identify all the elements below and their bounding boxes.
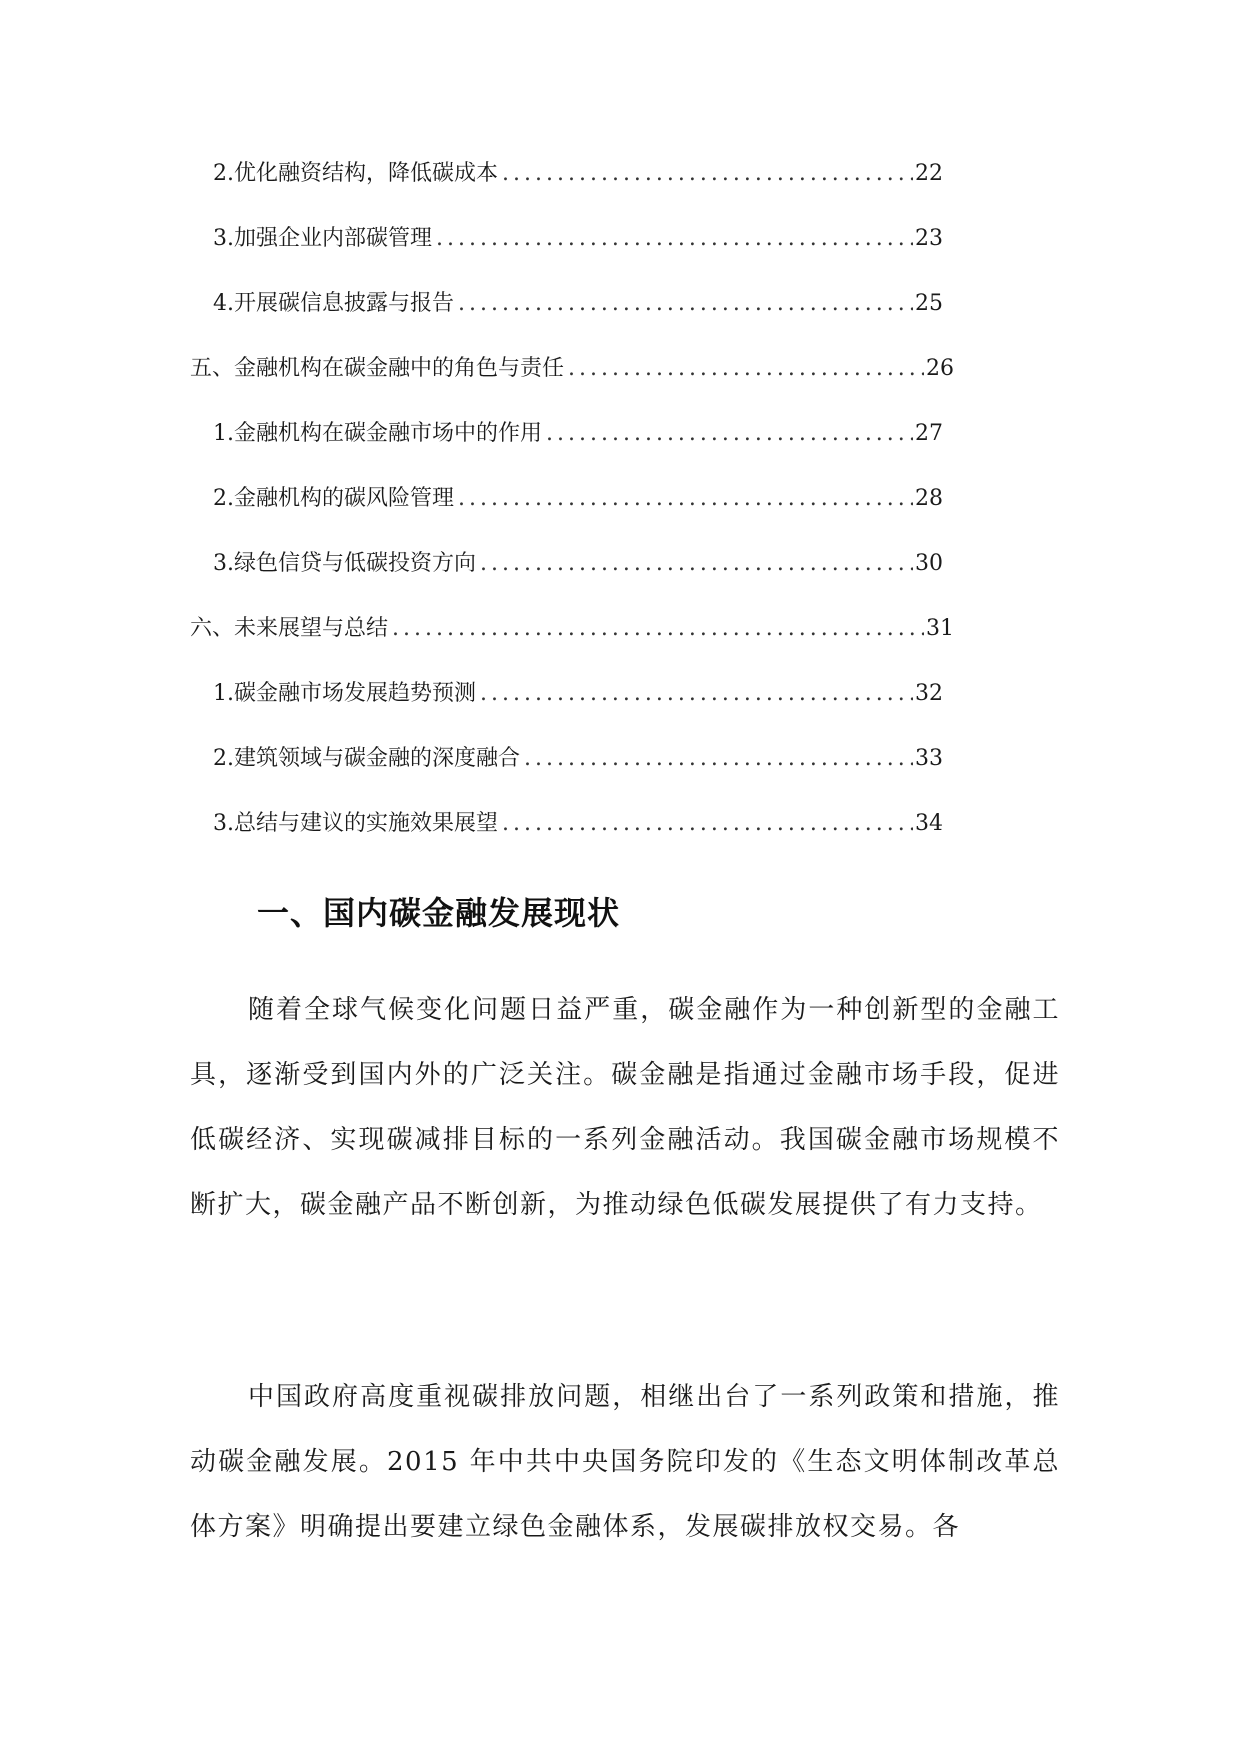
toc-entry[interactable] xyxy=(213,149,943,189)
toc-dot-leader xyxy=(480,679,913,709)
toc-entry-page: 34 xyxy=(915,811,943,836)
toc-dot-leader xyxy=(568,354,924,384)
toc-entry-number: 1. xyxy=(213,681,234,706)
toc-entry-title: 五、金融机构在碳金融中的角色与责任 xyxy=(190,356,565,381)
toc-entry-page: 28 xyxy=(915,486,943,511)
body-paragraph: 随着全球气候变化问题日益严重，碳金融作为一种创新型的金融工具，逐渐受到国内外的广泛关注。碳金融是指通过金融市场手段，促进低碳经济、实现碳减排目标的一系列金融活动。我国碳金融市场规模不断扩大，碳金融产品不断创新，为推动绿色低碳发展提供了有力支持。 xyxy=(190,995,1060,1220)
toc-entry-page: 27 xyxy=(915,421,943,446)
toc-entry-title: 金融机构在碳金融市场中的作用 xyxy=(234,421,543,446)
toc-dot-leader xyxy=(458,484,913,514)
toc-entry[interactable] xyxy=(213,214,943,254)
toc-entry-title: 建筑领域与碳金融的深度融合 xyxy=(234,746,521,771)
toc-entry-number: 2. xyxy=(213,161,234,186)
toc-entry[interactable] xyxy=(213,409,943,449)
toc-entry[interactable] xyxy=(213,539,943,579)
toc-entry[interactable] xyxy=(213,799,943,839)
toc-dot-leader xyxy=(480,549,913,579)
toc-entry-page: 22 xyxy=(915,161,943,186)
toc-entry-title: 加强企业内部碳管理 xyxy=(234,226,433,251)
toc-entry-page: 33 xyxy=(915,746,943,771)
toc-entry[interactable] xyxy=(213,669,943,709)
toc-entry-number: 1. xyxy=(213,421,234,446)
toc-entry-title: 金融机构的碳风险管理 xyxy=(234,486,455,511)
toc-entry-page: 30 xyxy=(915,551,943,576)
toc-entry[interactable] xyxy=(213,279,943,319)
body-paragraph: 中国政府高度重视碳排放问题，相继出台了一系列政策和措施，推动碳金融发展。2015 年中共中央国务院印发的《生态文明体制改革总体方案》明确提出要建立绿色金融体系，发展碳排放权交易。各 xyxy=(190,1382,1060,1542)
toc-entry-page: 31 xyxy=(926,616,954,641)
toc-entry-number: 3. xyxy=(213,226,234,251)
toc-entry-number: 4. xyxy=(213,291,234,316)
toc-dot-leader xyxy=(458,289,913,319)
toc-dot-leader xyxy=(436,224,913,254)
toc-entry-title: 六、未来展望与总结 xyxy=(190,616,389,641)
toc-entry-title: 开展碳信息披露与报告 xyxy=(234,291,455,316)
toc-dot-leader xyxy=(502,159,913,189)
toc-entry-number: 2. xyxy=(213,486,234,511)
toc-dot-leader xyxy=(524,744,913,774)
toc-dot-leader xyxy=(546,419,913,449)
toc-entry[interactable] xyxy=(213,474,943,514)
toc-entry-title: 绿色信贷与低碳投资方向 xyxy=(234,551,477,576)
toc-dot-leader xyxy=(502,809,913,839)
toc-entry[interactable] xyxy=(190,604,954,644)
toc-entry-title: 优化融资结构，降低碳成本 xyxy=(234,161,499,186)
toc-entry-number: 3. xyxy=(213,551,234,576)
toc-entry-title: 总结与建议的实施效果展望 xyxy=(234,811,499,836)
toc-entry-page: 25 xyxy=(915,291,943,316)
toc-entry[interactable] xyxy=(190,344,954,384)
toc-entry-page: 32 xyxy=(915,681,943,706)
toc-entry-number: 2. xyxy=(213,746,234,771)
toc-entry-title: 碳金融市场发展趋势预测 xyxy=(234,681,477,706)
toc-entry-number: 3. xyxy=(213,811,234,836)
toc-entry[interactable] xyxy=(213,734,943,774)
toc-entry-page: 26 xyxy=(926,356,954,381)
toc-dot-leader xyxy=(392,614,924,644)
section-heading: 一、国内碳金融发展现状 xyxy=(257,894,621,932)
toc-entry-page: 23 xyxy=(915,226,943,251)
